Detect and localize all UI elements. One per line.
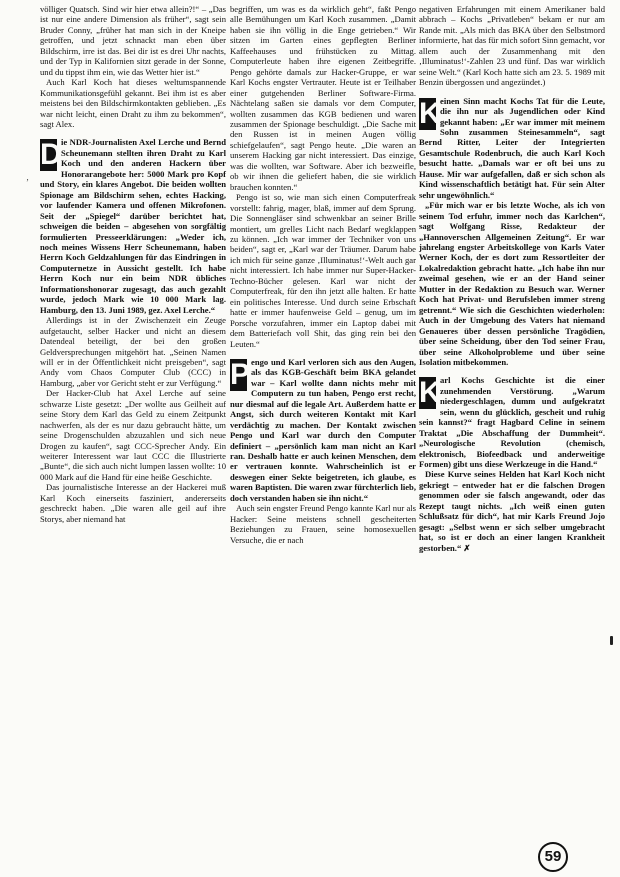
margin-dot: [610, 636, 613, 645]
drop-cap: K: [419, 376, 441, 410]
drop-cap: K: [419, 96, 441, 130]
paragraph-bold: D ie NDR-Journalisten Axel Lerche und Bernd Scheunemann stellten ihren Draht zu Karl Koch und den anderen Hackern über Honorarangebote her: 5000 Mark pro Kopf und Story, ein klares Angebot. Die beiden wollten Spionage am Bildschirm sehen, echtes Hacking, vor laufender Kamera und offenen Mikrofonen. Seit der „Spiegel“ darüber berichtet hat, schweigen die beiden – abgesehen von sorgfältig formulierten Presseerklärungen: „Weder ich, noch meines Wissens Herr Scheunemann, haben Herrn Koch Geldzahlungen für das Eindringen in Computernetze in Aussicht gestellt. Ich habe Herrn Koch nur ein beim NDR übliches Informationshonorar zugesagt, das auch gezahlt wurde, jedoch Mark wie 10 000 Mark lag. Hamburg, den 13. Juni 1989, gez. Axel Lerche.“: [40, 137, 226, 315]
paragraph-bold: P engo und Karl verloren sich aus den Augen, als das KGB-Geschäft beim BKA gelandet war – Karl wollte dann nichts mehr mit Computern zu tun haben, Pengo erst recht, nur diesmal auf die legale Art. Außerdem hatte er Angst, sich durch weiteren Kontakt mit Karl verdächtig zu machen. Der Kontakt zwischen Pengo und Karl war durch den Computer definiert – „persönlich kam man nicht an Karl ran. Deshalb hatte er auch keinen Menschen, dem er vertrauen konnte. Wahrscheinlich ist er deswegen einer Sekte beigetreten, ich glaube, es waren Baptisten. Die waren zwar fürchterlich lieb, doch verstanden haben sie ihn nicht.“: [230, 356, 416, 503]
paragraph: völliger Quatsch. Sind wir hier etwa allein?!“ – „Das ist nur eine andere Dimension als früher“, sagt sein Bruder Conny, „früher hat man sich in der Kneipe getroffen, und jetzt schnackt man eben über Bildschirm, irre ist das. Bei dir ist es drei Uhr nachts, und der Typ in Kalifornien sitzt gerade in der Sonne, und du tippst ihm ein, wie das Wetter hier ist.“: [40, 4, 226, 77]
paragraph: Pengo ist so, wie man sich einen Computerfreak vorstellt: fahrig, mager, blaß, immer auf dem Sprung. Die Sonnengläser sind schwenkbar an seiner Brille montiert, um grelles Licht nach Bedarf wegklappen zu können. „Ich war immer der Techniker von uns beiden“, sagt er, „Karl war der Träumer. Darum habe ich mich für seine ganze ‚Illuminatus!‘-Welt auch gar nicht interessiert. Ich habe immer nur Super-Hacker-Techno-Bücher gelesen. Karl war nicht der Computerfreak, für den ihn jetzt alle halten. Er hatte ein politisches Interesse. Und durch seine Erbschaft hatte er immer haufenweise Geld – genug, um im Porsche vorzufahren, immer ein Laptop dabei mit dem Batteriefach voll Shit, das ging rein bei den Leuten.“: [230, 192, 416, 349]
paragraph: Auch Karl Koch hat dieses weltumspannende Kommunikationsgefühl gekannt. Bei ihm ist es aber meistens bei den Bildschirmkontakten geblieben. „Es war nicht leicht, einen Draht zu ihm zu bekommen“, sagt Alex.: [40, 77, 226, 129]
text-column-right: [419, 4, 605, 553]
paragraph-bold: „Für mich war er bis letzte Woche, als ich von seinem Tod erfuhr, immer noch das Karlchen“, sagt Wolfgang Risse, Redakteur der „Hannoverschen Allgemeinen Zeitung“. Er war jahrelang engster Arbeitskollege von Karls Vater Werner Koch, der es dort zum Ressortleiter der Lokalredaktion gebracht hatte. „Ich habe ihn nur zweimal gesehen, wie er an der Hand seiner Mutter in der Redaktion zu Besuch war. Werner Koch hat Privat- und Berufsleben immer streng getrennt.“ Wie sich die Geschichten wiederholen: Auch in der Umgebung des Vaters hat niemand Genaueres über dessen persönliche Tragödien, über seine Scheidung, über den Tod seiner Frau, über seine Alkoholprobleme und über seine Isolation mitbekommen.: [419, 200, 605, 367]
paragraph-bold: K einen Sinn macht Kochs Tat für die Leute, die ihn nur als Jugendlichen oder Kind gekannt haben: „Er war immer mit meinem Sohn zusammen Steinesammeln“, sagt Bernd Ritter, Leiter der Integrierten Gesamtschule Rodenbruch, die auch Karl Koch besucht hatte. „Damals war er oft bei uns zu Hause. Mir war aufgefallen, daß er sich schon als Kind wissenschaftlich betätigt hat. Für sein Alter sehr ungewöhnlich.“: [419, 95, 605, 200]
paragraph-bold: Diese Kurve seines Helden hat Karl Koch nicht gekriegt – entweder hat er die falschen Drogen genommen oder sie falsch angewandt, oder das Rezept taugt nichts. „Ich weiß einen guten Schlußsatz für dich“, hat mir Karls Freund Jojo gesagt: „Selbst wenn er sich selber umgebracht hat, so ist er doch an einer langen Krankheit gestorben.“ ✗: [419, 469, 605, 553]
paragraph: begriffen, um was es da wirklich geht“, faßt Pengo alle Bemühungen um Karl Koch zusammen. „Damit haben sie ihn völlig in die Enge getrieben.“ Wir sitzen im Garten eines gepflegten Berliner Kaffeehauses und frühstücken zu Mittag. Computerleute haben ihre eigenen Zeitbegriffe. Pengo gehörte damals zur Hacker-Gruppe, er war Karl Kochs engster Vertrauter. Heute ist er Teilhaber einer gutgehenden Berliner Software-Firma. Nächtelang saßen sie damals vor dem Computer, wollten zusammen das KGB bedienen und waren zusammen der Spionage beschuldigt. „Die Sache mit den Russen ist in meinen Augen völlig schiefgelaufen“, sagt Pengo heute. „Die waren an unserem Hacking gar nicht interessiert. Das einzige, was die wollten, war Software. Aber ich bezweifle, ob wir ihnen die geliefert haben, die sie wirklich brauchen konnten.“: [230, 4, 416, 192]
drop-cap: D: [40, 138, 62, 172]
page-number: 59: [538, 842, 568, 872]
paragraph: Das journalistische Interesse an der Hackerei muß Karl Koch einerseits fasziniert, andererseits geschreckt haben. „Die waren alle geil auf ihre Storys, aber niemand hat: [40, 482, 226, 524]
drop-cap: P: [230, 357, 251, 391]
paragraph: Der Hacker-Club hat Axel Lerche auf seine schwarze Liste gesetzt: „Der wollte aus Geilheit auf seine Story dem Karl das Geld zu einem Zeitpunkt nachwerfen, als der es nur dazu gebraucht hätte, um seine Drogenschulden abzuzahlen und sich neue Drogen zu kaufen“, sagt CCC-Sprecher Andy. Ein weiterer Interessent war laut CCC die Illustrierte „Bunte“, die sich auch nicht lumpen lassen wollte: 10 000 Mark auf die Hand für eine heiße Geschichte.: [40, 388, 226, 482]
text-column-left: [40, 4, 226, 524]
paragraph: Allerdings ist in der Zwischenzeit ein Zeuge aufgetaucht, selber Hacker und nicht an diesem Datendeal beteiligt, der bei den großen Geldversprechungen mitgehört hat. „Seinen Namen will er in der Öffentlichkeit nicht preisgeben“, sagt Andy vom Chaos Computer Club (CCC) in Hamburg, „aber vor Gericht steht er zur Verfügung.“: [40, 315, 226, 388]
margin-mark: ‚: [26, 172, 29, 182]
paragraph-bold: K arl Kochs Geschichte ist die einer zunehmenden Verstörung. „Warum niedergeschlagen, dumm und aufgekratzt sein, wenn du glücklich, gescheit und ruhig sein kannst?“ fragt Hagbard Celine in seinem Traktat „Die Abschaffung der Dummheit“. „Neurologische Revolution (chemisch, elektronisch, Biofeedback und anderweitige Formen) gibt uns diese Werkzeuge in die Hand.“: [419, 375, 605, 470]
paragraph: negativen Erfahrungen mit einem Amerikaner bald abbrach – Kochs „Privatleben“ bekam er nur am Rande mit. „Als mich das BKA über den Selbstmord informierte, hat das für mich sofort Sinn gemacht, vor allem auch der Zusammenhang mit den ‚Illuminatus!‘-Zahlen 23 und fünf. Das war wirklich seine Welt.“ (Karl Koch hatte sich am 23. 5. 1989 mit Benzin übergossen und angezündet.): [419, 4, 605, 88]
text-column-middle: [230, 4, 416, 545]
paragraph: Auch sein engster Freund Pengo kannte Karl nur als Hacker: Seine meistens schnell gescheiterten Beziehungen zu Frauen, seine homosexuellen Versuche, die er nach: [230, 503, 416, 545]
